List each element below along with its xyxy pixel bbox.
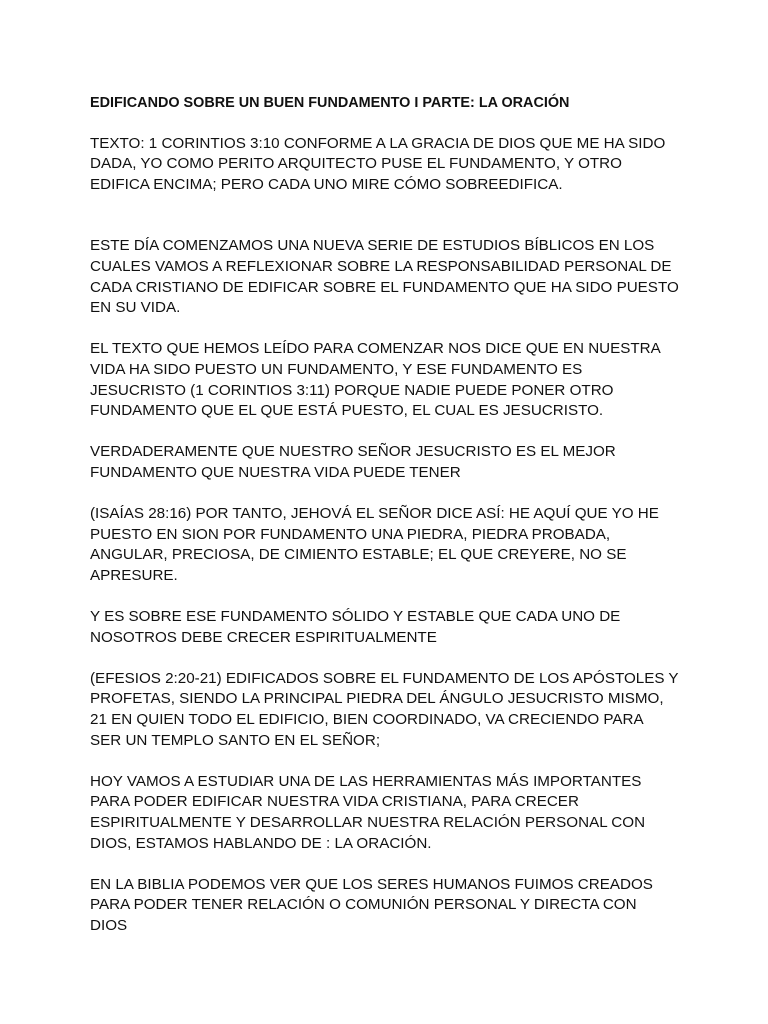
paragraph-biblia: EN LA BIBLIA PODEMOS VER QUE LOS SERES HUMANOS FUIMOS CREADOS PARA PODER TENER RELACIÓN O COMUNIÓN PERSONAL Y DIRECTA CON DIOS: [90, 875, 653, 934]
paragraph-intro: ESTE DÍA COMENZAMOS UNA NUEVA SERIE DE ESTUDIOS BÍBLICOS EN LOS CUALES VAMOS A REFLEXIONAR SOBRE LA RESPONSABILIDAD PERSONAL DE CADA CRISTIANO DE EDIFICAR SOBRE EL FUNDAMENTO QUE HA SIDO PUESTO EN SU VIDA.: [90, 237, 679, 317]
paragraph-efesios: (EFESIOS 2:20-21) EDIFICADOS SOBRE EL FUNDAMENTO DE LOS APÓSTOLES Y PROFETAS, SIENDO LA PRINCIPAL PIEDRA DEL ÁNGULO JESUCRISTO MISMO, 21 EN QUIEN TODO EL EDIFICIO, BIEN COORDINADO, VA CRECIENDO PARA SER UN TEMPLO SANTO EN EL SEÑOR;: [90, 669, 679, 749]
paragraph-texto-leido: EL TEXTO QUE HEMOS LEÍDO PARA COMENZAR NOS DICE QUE EN NUESTRA VIDA HA SIDO PUESTO UN FUNDAMENTO, Y ESE FUNDAMENTO ES JESUCRISTO (1 CORINTIOS 3:11) PORQUE NADIE PUEDE PONER OTRO FUNDAMENTO QUE EL QUE ESTÁ PUESTO, EL CUAL ES JESUCRISTO.: [90, 340, 661, 420]
paragraph-fundamento-solido: Y ES SOBRE ESE FUNDAMENTO SÓLIDO Y ESTABLE QUE CADA UNO DE NOSOTROS DEBE CRECER ESPIRITUALMENTE: [90, 608, 621, 646]
document-title: EDIFICANDO SOBRE UN BUEN FUNDAMENTO I PARTE: LA ORACIÓN: [90, 95, 570, 111]
paragraph-isaias: (ISAÍAS 28:16) POR TANTO, JEHOVÁ EL SEÑOR DICE ASÍ: HE AQUÍ QUE YO HE PUESTO EN SION POR FUNDAMENTO UNA PIEDRA, PIEDRA PROBADA, ANGULAR, PRECIOSA, DE CIMIENTO ESTABLE; EL QUE CREYERE, NO SE APRESURE.: [90, 505, 659, 584]
paragraph-mejor-fundamento: VERDADERAMENTE QUE NUESTRO SEÑOR JESUCRISTO ES EL MEJOR FUNDAMENTO QUE NUESTRA VIDA PUEDE TENER: [90, 443, 616, 481]
paragraph-texto: TEXTO: 1 CORINTIOS 3:10 CONFORME A LA GRACIA DE DIOS QUE ME HA SIDO DADA, YO COMO PERITO ARQUITECTO PUSE EL FUNDAMENTO, Y OTRO EDIFICA ENCIMA; PERO CADA UNO MIRE CÓMO SOBREEDIFICA.: [90, 134, 666, 193]
document-page: [90, 93, 700, 957]
paragraph-herramientas: HOY VAMOS A ESTUDIAR UNA DE LAS HERRAMIENTAS MÁS IMPORTANTES PARA PODER EDIFICAR NUESTRA VIDA CRISTIANA, PARA CRECER ESPIRITUALMENTE Y DESARROLLAR NUESTRA RELACIÓN PERSONAL CON DIOS, ESTAMOS HABLANDO DE : LA ORACIÓN.: [90, 772, 646, 852]
